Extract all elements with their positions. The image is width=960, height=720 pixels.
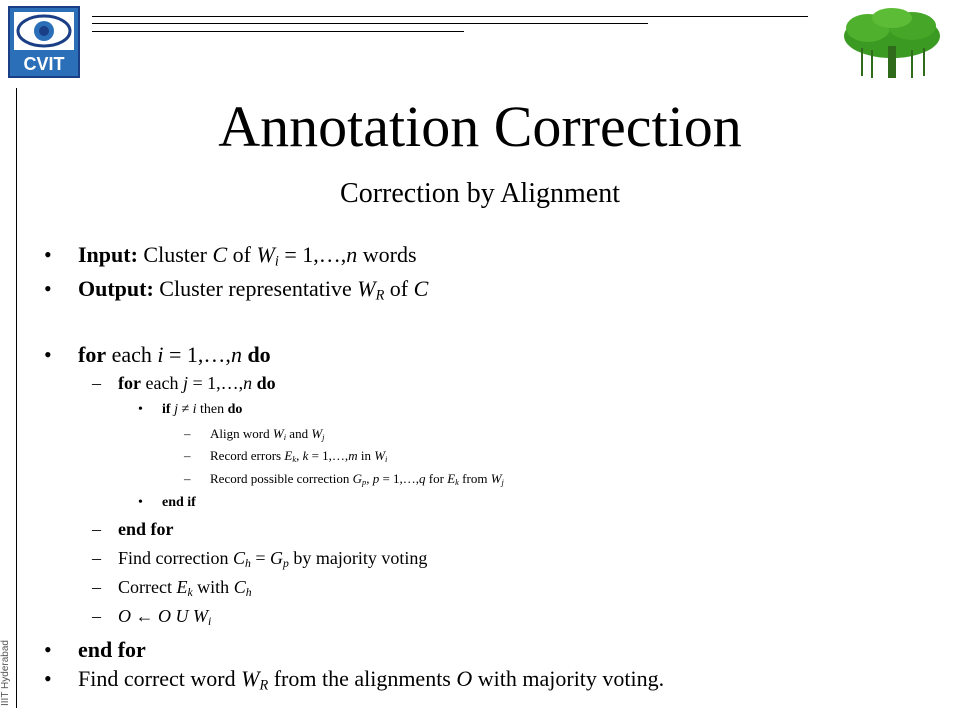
header-rule-1 (92, 16, 808, 17)
dash: – (92, 606, 101, 626)
tree-logo (838, 6, 946, 84)
dash: – (184, 426, 191, 441)
bullet: • (44, 666, 52, 691)
bullet: • (44, 637, 52, 662)
find-correction-item: – Find correction $C_h = G_p$ by majority voting (92, 548, 428, 570)
bullet: • (44, 242, 52, 267)
bullet: • (44, 342, 52, 367)
for-each-j-item: – for each j = 1,…,n do (92, 373, 276, 393)
correct-item: – Correct $E_k$ with $C_h$ (92, 577, 252, 599)
page-subtitle: Correction by Alignment (340, 178, 620, 209)
align-item: – Align word $W_i$ and $W_j$ (184, 426, 325, 443)
record-correction-item: – Record possible correction $G_p$, p = 1,…,q for $E_k$ from $W_j$ (184, 471, 504, 488)
page-title: Annotation Correction (218, 94, 742, 159)
side-label: IIIT Hyderabad (0, 640, 11, 706)
if-item: • if j ≠ i then do (138, 402, 243, 417)
bullet: • (138, 402, 143, 417)
dash: – (184, 471, 191, 486)
input-label: Input: (78, 242, 138, 267)
dash: – (184, 448, 191, 463)
for-each-i-item: • for each i = 1,…,n do (44, 342, 271, 367)
cvit-logo (8, 6, 80, 78)
output-item: • Output: Cluster representative $W_R$ of C (44, 276, 429, 304)
record-errors-item: – Record errors $E_k$, k = 1,…,m in $W_i$ (184, 448, 388, 465)
bullet: • (44, 276, 52, 301)
end-for-outer-item: • end for (44, 637, 146, 662)
header-rule-3 (92, 31, 464, 32)
final-item: • Find correct word $W_R$ from the alignments O with majority voting. (44, 666, 665, 694)
output-label: Output: (78, 276, 154, 301)
svg-text:CVIT: CVIT (23, 54, 65, 74)
bullet: • (138, 495, 143, 510)
end-for-inner-item: – end for (92, 519, 174, 539)
dash: – (92, 373, 101, 393)
dash: – (92, 548, 101, 568)
dash: – (92, 519, 101, 539)
dash: – (92, 577, 101, 597)
input-item: • Input: Cluster C of $W_i$ = 1,…,n words (44, 242, 417, 270)
header-rule-2 (92, 23, 648, 24)
update-item: – O ← O U $W_i$ (92, 606, 212, 628)
end-if-item: • end if (138, 495, 196, 510)
